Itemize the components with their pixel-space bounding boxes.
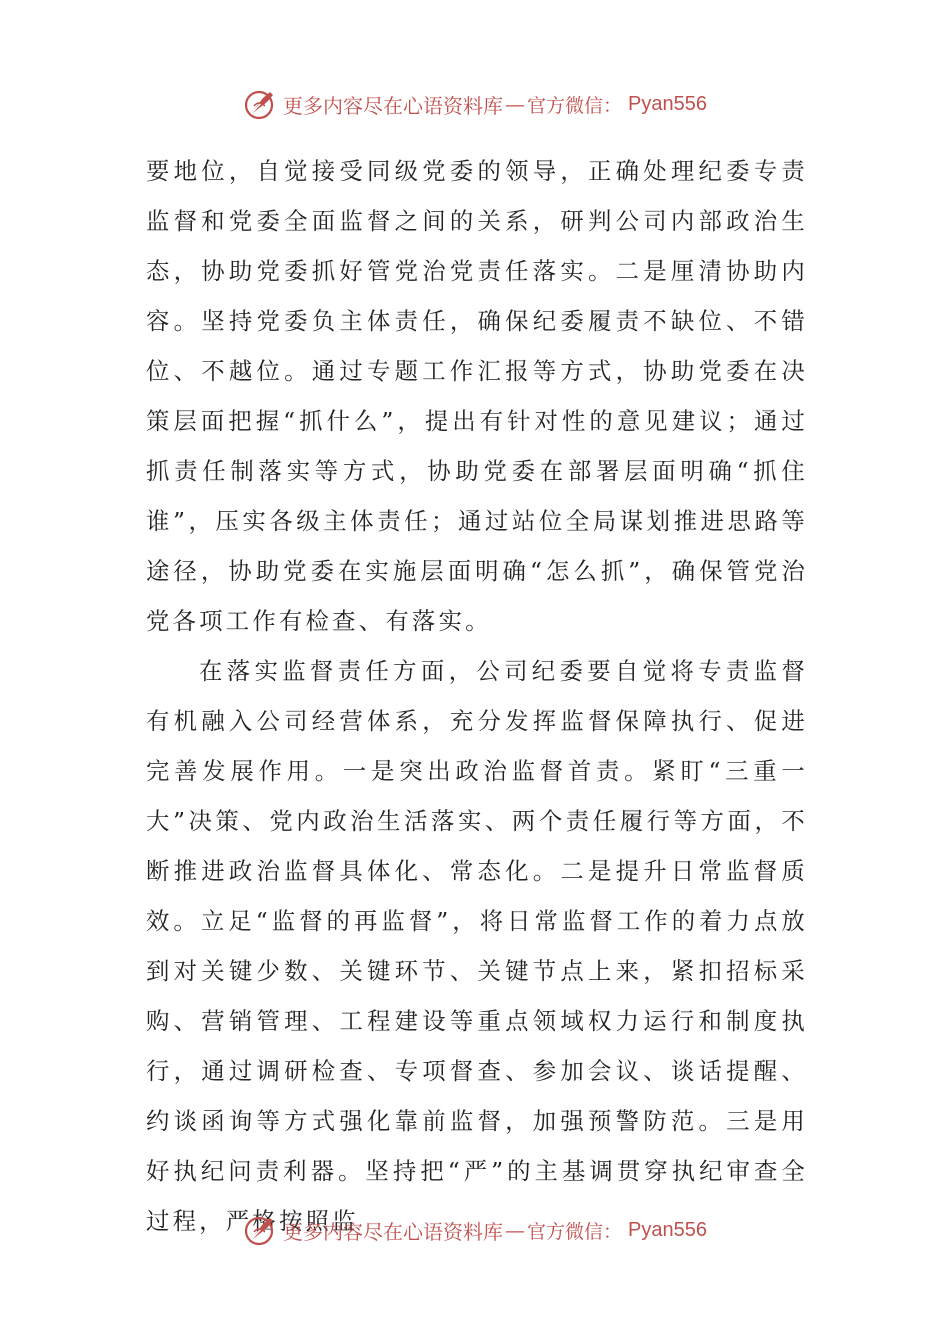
watermark-wechat-label: 官方微信： (527, 1220, 623, 1243)
watermark-dash: — (505, 1218, 525, 1242)
header-watermark (0, 82, 950, 126)
watermark-brand-text: 更多内容尽在心语资料库 (283, 1219, 503, 1244)
watermark-wechat-id: Pyan556 (628, 92, 707, 115)
pen-nib-logo-icon (243, 86, 279, 122)
watermark-wechat-label: 官方微信： (527, 94, 623, 117)
watermark-wechat-id: Pyan556 (628, 1218, 707, 1241)
document-body (146, 146, 808, 1246)
pen-nib-logo-icon (243, 1212, 279, 1248)
watermark-brand-text: 更多内容尽在心语资料库 (283, 93, 503, 118)
paragraph-1: 要地位，自觉接受同级党委的领导，正确处理纪委专责监督和党委全面监督之间的关系，研判公司内部政治生态，协助党委抓好管党治党责任落实。二是厘清协助内容。坚持党委负主体责任，确保纪委履责不缺位、不错位、不越位。通过专题工作汇报等方式，协助党委在决策层面把握“抓什么”，提出有针对性的意见建议；通过抓责任制落实等方式，协助党委在部署层面明确“抓住谁”，压实各级主体责任；通过站位全局谋划推进思路等途径，协助党委在实施层面明确“怎么抓”，确保管党治党各项工作有检查、有落实。 (146, 157, 808, 635)
footer-watermark (0, 1208, 950, 1252)
watermark-dash: — (505, 92, 525, 116)
paragraph-2: 在落实监督责任方面，公司纪委要自觉将专责监督有机融入公司经营体系，充分发挥监督保障执行、促进完善发展作用。一是突出政治监督首责。紧盯“三重一大”决策、党内政治生活落实、两个责任履行等方面，不断推进政治监督具体化、常态化。二是提升日常监督质效。立足“监督的再监督”，将日常监督工作的着力点放到对关键少数、关键环节、关键节点上来，紧扣招标采购、营销管理、工程建设等重点领域权力运行和制度执行，通过调研检查、专项督查、参加会议、谈话提醒、约谈函询等方式强化靠前监督，加强预警防范。三是用好执纪问责利器。坚持把“严”的主基调贯穿执纪审查全过程，严格按照监 (146, 657, 808, 1235)
